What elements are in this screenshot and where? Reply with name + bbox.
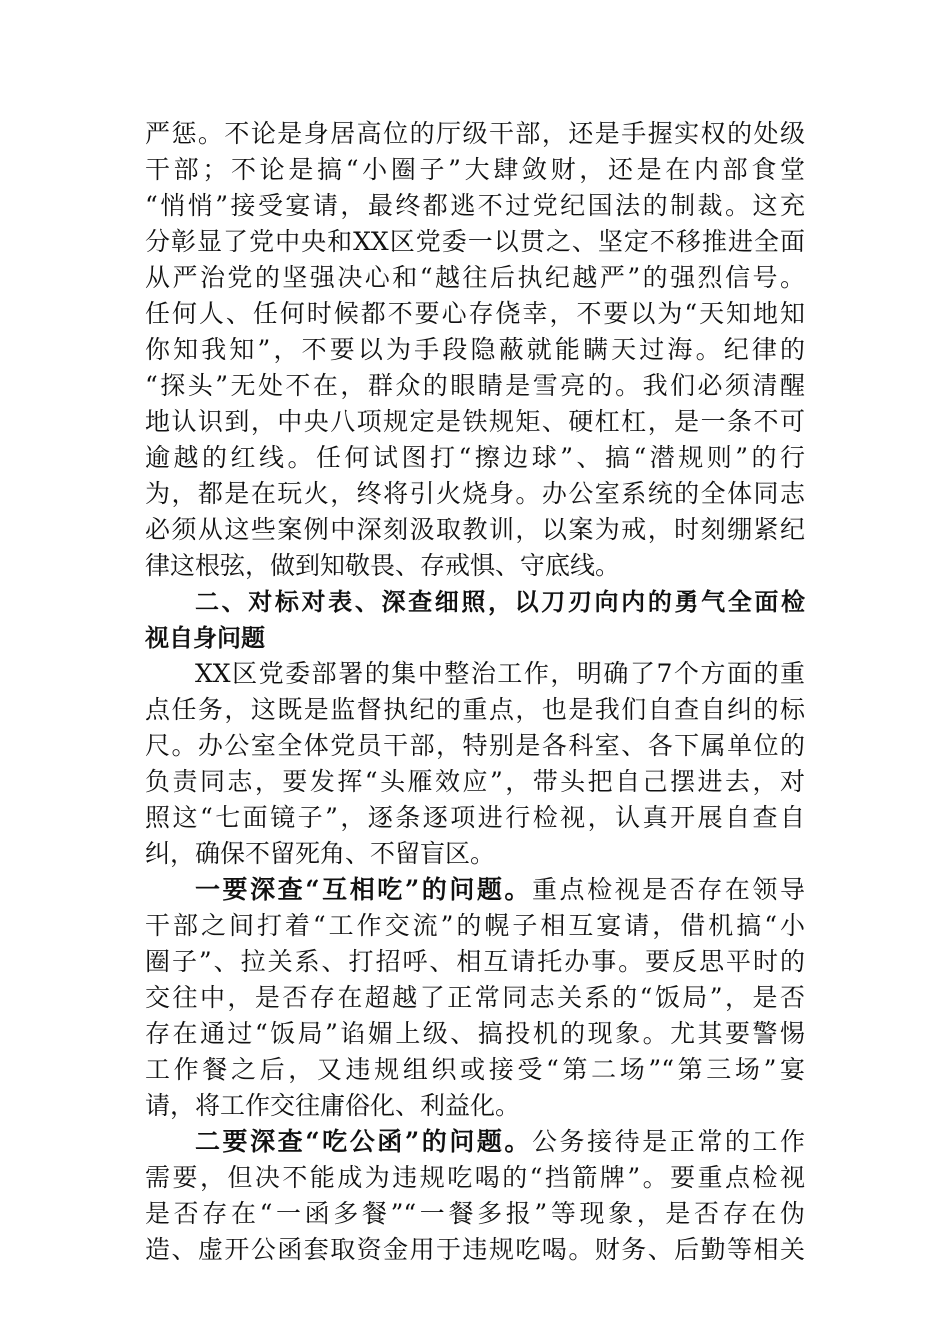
paragraph-item-1 — [145, 872, 805, 1124]
text-line: 为，都是在玩火，终将引火烧身。办公室系统的全体同志 — [145, 479, 805, 508]
paragraph-intro — [145, 116, 805, 584]
text-line: 负责同志，要发挥“头雁效应”，带头把自己摆进去，对 — [145, 767, 805, 796]
text-line — [145, 872, 805, 908]
text-line: 必须从这些案例中深刻汲取教训，以案为戒，时刻绷紧纪 — [145, 515, 805, 544]
text-line: 圈子”、拉关系、打招呼、相互请托办事。要反思平时的 — [145, 947, 805, 976]
text-line: 造、虚开公函套取资金用于违规吃喝。财务、后勤等相关 — [145, 1235, 805, 1264]
text-line: 干部；不论是搞“小圈子”大肆敛财，还是在内部食堂 — [145, 155, 805, 184]
text-line: 交往中，是否存在超越了正常同志关系的“饭局”，是否 — [145, 983, 805, 1012]
text-line: 纠，确保不留死角、不留盲区。 — [145, 839, 496, 868]
text-line: 点任务，这既是监督执纪的重点，也是我们自查自纠的标 — [145, 695, 805, 724]
text-line: “探头”无处不在，群众的眼睛是雪亮的。我们必须清醒 — [145, 371, 805, 400]
paragraph-item-2 — [145, 1124, 805, 1268]
heading-line: 视自身问题 — [145, 624, 265, 652]
text-line: 律这根弦，做到知敬畏、存戒惧、守底线。 — [145, 551, 621, 580]
text-line: 是否存在“一函多餐”“一餐多报”等现象，是否存在伪 — [145, 1199, 805, 1228]
text-line: “悄悄”接受宴请，最终都逃不过党纪国法的制裁。这充 — [145, 191, 805, 220]
text-line: XX区党委部署的集中整治工作，明确了7个方面的重 — [195, 659, 805, 688]
text-line: 任何人、任何时候都不要心存侥幸，不要以为“天知地知 — [145, 299, 805, 328]
item-lead: 一要深查“互相吃”的问题。 — [195, 875, 532, 904]
text-line: 逾越的红线。任何试图打“擦边球”、搞“潜规则”的行 — [145, 443, 805, 472]
item-lead-rest: 公务接待是正常的工作 — [531, 1127, 805, 1156]
text-line: 分彰显了党中央和XX区党委一以贯之、坚定不移推进全面 — [145, 227, 805, 256]
text-line: 干部之间打着“工作交流”的幌子相互宴请，借机搞“小 — [145, 911, 805, 940]
document-body — [145, 116, 805, 1268]
text-line: 严惩。不论是身居高位的厅级干部，还是手握实权的处级 — [145, 119, 805, 148]
heading-line: 二、对标对表、深查细照，以刀刃向内的勇气全面检 — [195, 588, 805, 616]
text-line: 存在通过“饭局”谄媚上级、搞投机的现象。尤其要警惕 — [145, 1019, 805, 1048]
section-heading — [145, 584, 805, 656]
text-line: 尺。办公室全体党员干部，特别是各科室、各下属单位的 — [145, 731, 805, 760]
item-lead-rest: 重点检视是否存在领导 — [531, 875, 805, 904]
text-line: 请，将工作交往庸俗化、利益化。 — [145, 1091, 521, 1120]
text-line: 需要，但决不能成为违规吃喝的“挡箭牌”。要重点检视 — [145, 1163, 805, 1192]
item-lead: 二要深查“吃公函”的问题。 — [195, 1127, 532, 1156]
text-line: 从严治党的坚强决心和“越往后执纪越严”的强烈信号。 — [145, 263, 805, 292]
text-line: 工作餐之后，又违规组织或接受“第二场”“第三场”宴 — [145, 1055, 805, 1084]
text-line: 你知我知”，不要以为手段隐蔽就能瞒天过海。纪律的 — [145, 335, 805, 364]
text-line: 地认识到，中央八项规定是铁规矩、硬杠杠，是一条不可 — [145, 407, 805, 436]
paragraph-section2 — [145, 656, 805, 872]
text-line: 照这“七面镜子”，逐条逐项进行检视，认真开展自查自 — [145, 803, 805, 832]
text-line — [145, 1124, 805, 1160]
